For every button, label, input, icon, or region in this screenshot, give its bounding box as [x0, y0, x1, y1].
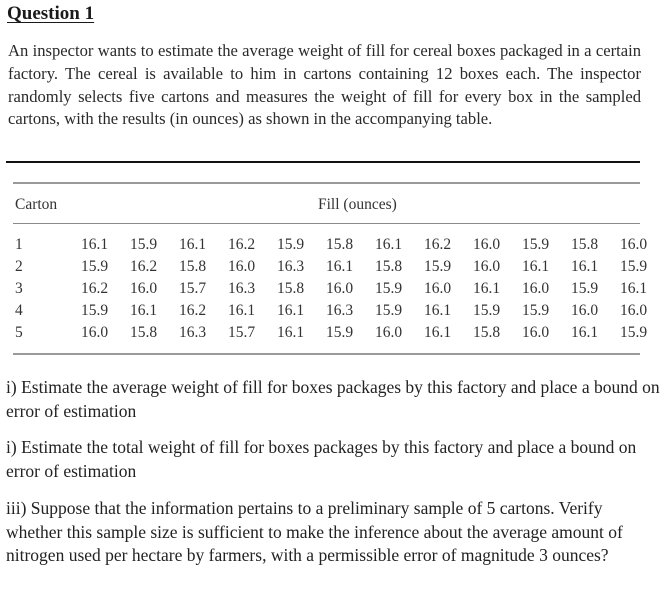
fill-cell: 16.1	[473, 280, 501, 297]
fill-cell: 16.0	[620, 236, 648, 253]
fill-cell: 16.1	[424, 324, 452, 341]
fill-cell: 16.0	[375, 324, 403, 341]
fill-cell: 16.0	[571, 302, 599, 319]
fill-cell: 16.0	[424, 280, 452, 297]
fill-cell: 16.1	[571, 258, 599, 275]
fill-cell: 16.1	[522, 258, 550, 275]
fill-cell: 16.0	[620, 302, 648, 319]
fill-cell: 16.0	[130, 280, 158, 297]
fill-cell: 16.1	[179, 236, 207, 253]
fill-cell: 16.0	[228, 258, 256, 275]
fill-cell: 16.3	[326, 302, 354, 319]
fill-cell: 15.9	[620, 324, 648, 341]
header-fill: Fill (ounces)	[318, 196, 397, 213]
fill-cell: 16.0	[522, 324, 550, 341]
carton-number: 3	[15, 280, 23, 297]
fill-cell: 16.2	[130, 258, 158, 275]
divider	[6, 161, 640, 163]
fill-cell: 15.8	[473, 324, 501, 341]
fill-cell: 15.8	[130, 324, 158, 341]
part-iii-sample-size: iii) Suppose that the information pertains to a preliminary sample of 5 cartons. Verify whether this sample size is sufficient to make the inference about the average amount of nitrogen used per hectare by farmers, with a permissible error of magnitude 3 ounces?	[6, 498, 623, 565]
fill-cell: 16.3	[228, 280, 256, 297]
fill-cell: 15.9	[522, 236, 550, 253]
fill-cell: 16.2	[81, 280, 109, 297]
fill-cell: 15.9	[571, 280, 599, 297]
fill-cell: 16.0	[81, 324, 109, 341]
fill-cell: 16.1	[277, 324, 305, 341]
fill-cell: 16.1	[326, 258, 354, 275]
fill-cell: 16.1	[130, 302, 158, 319]
question-intro: An inspector wants to estimate the average weight of fill for cereal boxes packaged in a certain factory. The cereal is available to him in cartons containing 12 boxes each. The inspector randomly selects five cartons and measures the weight of fill for every box in the sampled cartons, with the results (in ounces) as shown in the accompanying table.	[8, 41, 641, 129]
fill-cell: 16.0	[326, 280, 354, 297]
fill-cell: 15.7	[228, 324, 256, 341]
carton-number: 1	[15, 236, 23, 253]
fill-cell: 15.8	[326, 236, 354, 253]
fill-cell: 15.9	[522, 302, 550, 319]
carton-number: 4	[15, 302, 23, 319]
carton-number: 5	[15, 324, 23, 341]
fill-cell: 16.1	[81, 236, 109, 253]
fill-cell: 16.0	[473, 258, 501, 275]
table-top-rule	[13, 182, 640, 184]
fill-cell: 15.9	[473, 302, 501, 319]
fill-cell: 16.3	[277, 258, 305, 275]
fill-cell: 15.8	[179, 258, 207, 275]
table-header-rule	[13, 223, 640, 224]
fill-cell: 16.0	[522, 280, 550, 297]
fill-cell: 15.9	[130, 236, 158, 253]
fill-cell: 15.9	[326, 324, 354, 341]
header-carton: Carton	[15, 196, 58, 213]
part-ii-total: i) Estimate the total weight of fill for boxes packages by this factory and place a bound on error of estimation	[6, 437, 637, 481]
fill-cell: 15.8	[571, 236, 599, 253]
fill-cell: 15.9	[375, 280, 403, 297]
fill-cell: 16.0	[473, 236, 501, 253]
carton-number: 2	[15, 258, 23, 275]
fill-cell: 15.8	[277, 280, 305, 297]
fill-cell: 16.1	[571, 324, 599, 341]
fill-cell: 15.9	[81, 258, 109, 275]
fill-cell: 16.3	[179, 324, 207, 341]
question-title: Question 1	[7, 3, 95, 24]
fill-cell: 16.2	[179, 302, 207, 319]
fill-cell: 15.9	[375, 302, 403, 319]
fill-cell: 15.7	[179, 280, 207, 297]
table-bottom-rule	[13, 353, 640, 355]
fill-cell: 16.1	[620, 280, 648, 297]
fill-cell: 15.9	[277, 236, 305, 253]
fill-cell: 16.1	[228, 302, 256, 319]
fill-cell: 16.2	[228, 236, 256, 253]
fill-cell: 15.9	[424, 258, 452, 275]
fill-cell: 16.2	[424, 236, 452, 253]
fill-cell: 15.9	[81, 302, 109, 319]
fill-cell: 16.1	[277, 302, 305, 319]
part-i-average: i) Estimate the average weight of fill for boxes packages by this factory and place a bound on error of estimation	[6, 377, 660, 421]
fill-cell: 16.1	[424, 302, 452, 319]
fill-cell: 15.8	[375, 258, 403, 275]
fill-cell: 16.1	[375, 236, 403, 253]
fill-cell: 15.9	[620, 258, 648, 275]
